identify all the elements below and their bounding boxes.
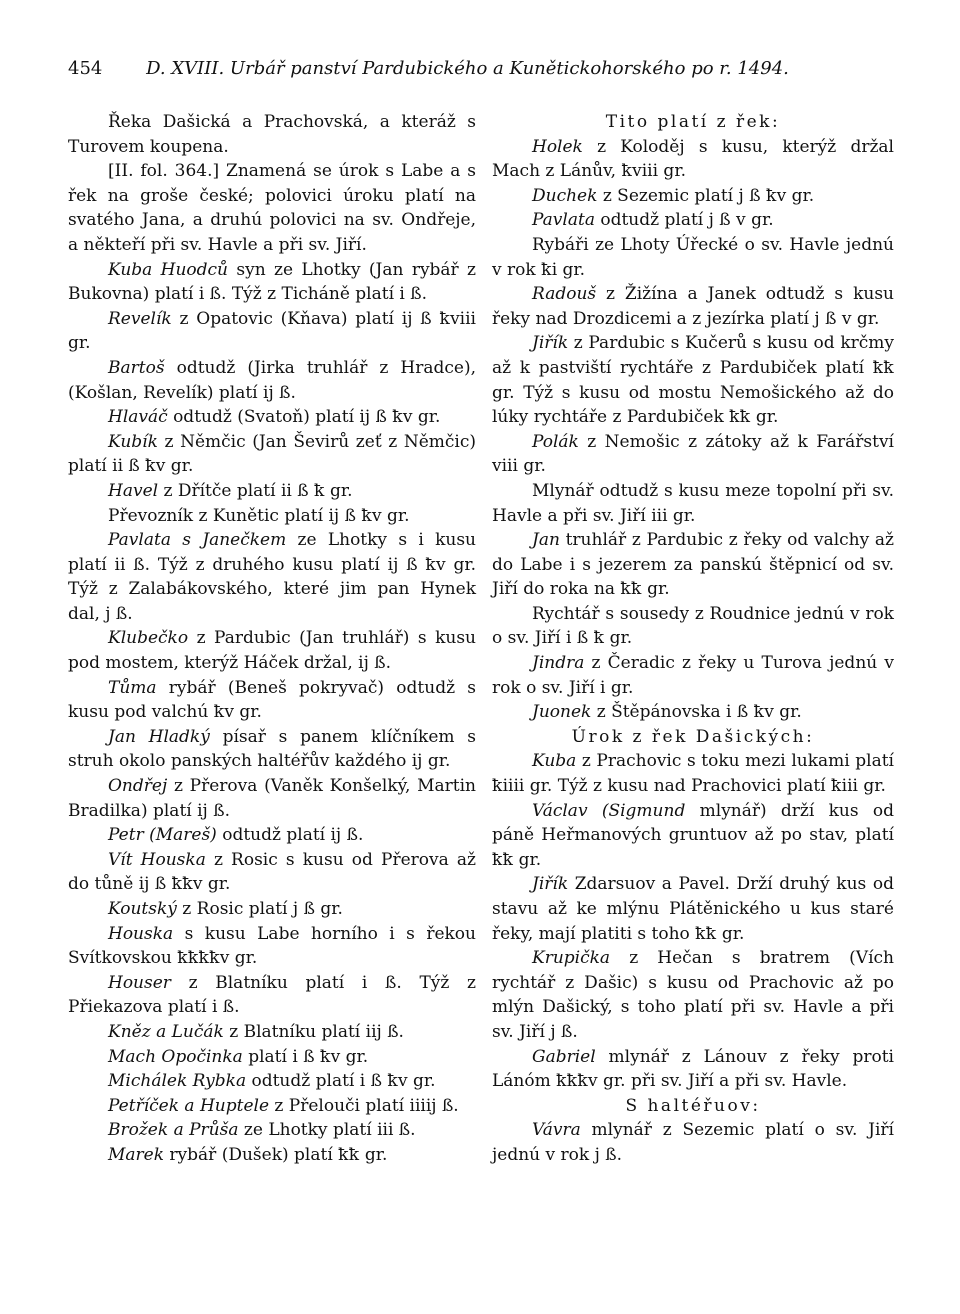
section-heading: Úrok z řek Dašických: (571, 726, 815, 747)
entry-paragraph (492, 749, 894, 798)
entry-name: Pavlata s Janečkem (108, 530, 287, 551)
entry-text: z Pardubic s Kučerů s kusu od krčmy až k pastviští rychtáře z Pardubiček platí ꝁꝁ gr. Týž s kusu od mostu Nemošického až do lúky rychtáře z Pardubiček ꝁꝁ gr. (492, 333, 894, 428)
entry-name: Krupička (532, 948, 611, 969)
entry-paragraph (68, 528, 476, 626)
entry-text: mlynář) drží kus od páně Heřmanových gruntuov až po stav, platí ꝁꝁ gr. (492, 800, 894, 870)
entry-text: odtudž (Svatoň) platí ij ß ꝁv gr. (167, 407, 441, 428)
entry-text: z Koloděj s kusu, kterýž držal Mach z Lánův, ꝁviii gr. (492, 136, 894, 182)
entry-text: z Opatovic (Kňava) platí ij ß ꝁviii gr. (68, 308, 476, 354)
entry-name: Radouš (532, 284, 597, 305)
entry-paragraph (492, 1045, 894, 1094)
entry-paragraph (68, 1118, 476, 1143)
entry-paragraph (68, 1045, 476, 1070)
entry-text: rybář (Beneš pokryvač) odtudž s kusu pod valchú ꝁv gr. (68, 677, 476, 723)
entry-text: z Rosic s kusu od Přerova až do tůně ij ß ꝁꝁv gr. (68, 849, 476, 895)
entry-name: Brožek a Průša (108, 1120, 239, 1141)
text-paragraph: Řeka Dašická a Prachovská, a kteráž s Turovem koupena. (68, 112, 476, 157)
entry-text: z Dřítče platí ii ß ꝁ gr. (158, 480, 353, 501)
section-heading: S haltéřuov: (625, 1095, 761, 1116)
entry-paragraph (68, 823, 476, 848)
entry-text: z Přelouči platí iiiij ß. (269, 1095, 459, 1116)
entry-paragraph (492, 430, 894, 479)
entry-text: z Čeradic z řeky u Turova jednú v rok o sv. Jiří i gr. (492, 653, 894, 698)
text-paragraph: Rychtář s sousedy z Roudnice jednú v rok o sv. Jiří i ß ꝁ gr. (492, 603, 894, 649)
entry-text: z Prachovic s toku mezi lukami platí ꝁiiii gr. Týž z kusu nad Prachovici platí ꝁiii gr. (492, 751, 894, 797)
entry-name: Bartoš (108, 357, 165, 378)
entry-name: Kněz a Lučák (108, 1021, 224, 1042)
entry-paragraph (68, 971, 476, 1020)
entry-paragraph (492, 799, 894, 873)
entry-paragraph (68, 774, 476, 823)
entry-paragraph (68, 922, 476, 971)
running-title: D. XVIII. Urbář panství Pardubického a Kunětickohorského po r. 1494. (146, 58, 789, 79)
text-paragraph: [II. fol. 364.] Znamená se úrok s Labe a s řek na groše české; polovici úroku platí na svatého Jana, a druhú polovici na sv. Ondřeje, a někteří při sv. Havle a při sv. Jiří. (68, 161, 476, 255)
entry-text: z Blatníku platí iij ß. (223, 1021, 404, 1042)
entry-name: Revelík (108, 308, 172, 329)
entry-name: Gabriel (532, 1046, 596, 1067)
entry-paragraph (68, 356, 476, 405)
entry-name: Holek (532, 136, 583, 157)
text-paragraph: Mlynář odtudž s kusu meze topolní při sv. Havle a při sv. Jiří iii gr. (492, 480, 894, 526)
entry-name: Jiřík (532, 874, 569, 895)
entry-name: Václav (Sigmund (532, 800, 686, 821)
entry-text: mlynář z Lánouv z řeky proti Lánóm ꝁꝁꝁv gr. při sv. Jiří a při sv. Havle. (492, 1046, 894, 1092)
entry-paragraph (68, 1094, 476, 1119)
entry-name: Houser (108, 972, 171, 993)
entry-paragraph (492, 700, 894, 725)
entry-paragraph (492, 135, 894, 184)
entry-name: Pavlata (532, 210, 595, 231)
entry-paragraph (492, 282, 894, 331)
entry-name: Petr (Mareš) (108, 825, 217, 846)
entry-text: ze Lhotky platí iii ß. (238, 1120, 416, 1141)
entry-paragraph (68, 479, 476, 504)
entry-text: odtudž platí ij ß. (216, 825, 364, 846)
entry-paragraph (68, 430, 476, 479)
entry-paragraph (68, 1020, 476, 1045)
entry-text: syn ze Lhotky (Jan rybář z Bukovna) platí i ß. Týž z Ticháně platí i ß. (68, 259, 476, 305)
entry-text: truhlář z Pardubic z řeky od valchy až do Labe i s jezerem za panskú štěpnicí od sv. Jiří do roka na ꝁꝁ gr. (492, 530, 894, 600)
entry-name: Hlaváč (108, 407, 168, 428)
page-number: 454 (68, 58, 103, 79)
entry-text: z Němčic (Jan Ševirů zeť z Němčic) platí ii ß ꝁv gr. (68, 431, 476, 477)
entry-paragraph (68, 307, 476, 356)
entry-text: odtudž platí j ß v gr. (594, 210, 774, 231)
entry-name: Ondřej (108, 776, 168, 797)
entry-text: písař s panem klíčníkem s struh okolo panských haltéřův každého ij gr. (68, 726, 476, 772)
entry-name: Vávra (532, 1120, 581, 1141)
entry-name: Kuba Huodců (108, 259, 229, 280)
text-paragraph: Rybáři ze Lhoty Úřecké o sv. Havle jednú v rok ꝁi gr. (492, 234, 894, 280)
text-paragraph: Převozník z Kunětic platí ij ß ꝁv gr. (108, 505, 410, 526)
entry-text: ze Lhotky s i kusu platí ii ß. Týž z druhého kusu platí ij ß ꝁv gr. Týž z Zalabákovského, které jim pan Hynek dal, j ß. (68, 530, 476, 624)
entry-name: Havel (108, 480, 159, 501)
entry-paragraph (492, 184, 894, 209)
entry-paragraph (492, 651, 894, 700)
entry-name: Mach Opočinka (108, 1046, 243, 1067)
running-head (68, 58, 898, 79)
entry-name: Koutský (108, 899, 177, 919)
left-column (68, 110, 476, 1168)
entry-paragraph (492, 331, 894, 429)
right-column (492, 110, 894, 1168)
entry-paragraph (68, 1069, 476, 1094)
entry-text: z Štěpánovska i ß ꝁv gr. (591, 702, 802, 723)
entry-name: Houska (108, 923, 174, 944)
entry-text: z Pardubic (Jan truhlář) s kusu pod mostem, kterýž Háček držal, ij ß. (68, 628, 476, 674)
entry-text: z Hečan s bratrem (Vích rychtář z Dašic) s kusu od Prachovic až po mlýn Dašický, s toho platí při sv. Havle a při sv. Jiří j ß. (492, 948, 894, 1042)
entry-name: Kubík (108, 431, 158, 452)
entry-name: Jan Hladký (108, 726, 210, 747)
entry-paragraph (492, 872, 894, 946)
entry-text: odtudž (Jirka truhlář z Hradce), (Košlan, Revelík) platí ij ß. (68, 357, 476, 403)
entry-paragraph (68, 676, 476, 725)
entry-name: Duchek (532, 185, 598, 206)
entry-text: z Blatníku platí i ß. Týž z Přiekazova platí i ß. (68, 972, 476, 1018)
entry-paragraph (492, 946, 894, 1044)
entry-name: Juonek (532, 702, 592, 723)
entry-paragraph (492, 208, 894, 233)
entry-paragraph (68, 626, 476, 675)
entry-name: Vít Houska (108, 849, 206, 870)
entry-text: odtudž platí i ß ꝁv gr. (246, 1071, 436, 1092)
entry-text: z Nemošic z zátoky až k Farářství viii gr. (492, 431, 894, 477)
section-heading: Tito platí z řek: (605, 112, 781, 132)
entry-text: z Přerova (Vaněk Konšelký, Martin Bradilka) platí ij ß. (68, 776, 476, 821)
entry-text: mlynář z Sezemic platí o sv. Jiří jednú v rok j ß. (492, 1120, 894, 1165)
entry-paragraph (492, 528, 894, 602)
entry-name: Jiřík (532, 333, 569, 354)
entry-paragraph (68, 1143, 476, 1168)
entry-name: Jindra (532, 653, 585, 674)
entry-name: Polák (532, 431, 579, 452)
entry-paragraph (68, 897, 476, 922)
entry-paragraph (68, 848, 476, 897)
entry-name: Marek (108, 1144, 165, 1165)
entry-text: Zdarsuov a Pavel. Drží druhý kus od stavu až ke mlýnu Plátěnického u kus staré řeky, mají platiti s toho ꝁꝁ gr. (492, 874, 894, 944)
entry-paragraph (68, 258, 476, 307)
entry-name: Kuba (532, 751, 577, 772)
entry-name: Michálek Rybka (108, 1071, 247, 1092)
entry-paragraph (68, 725, 476, 774)
entry-text: platí i ß ꝁv gr. (242, 1046, 369, 1067)
entry-paragraph (492, 1118, 894, 1167)
entry-text: z Sezemic platí j ß ꝁv gr. (597, 185, 815, 206)
entry-text: rybář (Dušek) platí ꝁꝁ gr. (164, 1144, 388, 1165)
entry-text: z Rosic platí j ß gr. (176, 899, 343, 919)
entry-name: Tůma (108, 677, 157, 698)
entry-name: Jan (532, 530, 560, 551)
entry-text: z Žižína a Janek odtudž s kusu řeky nad Drozdicemi a z jezírka platí j ß v gr. (492, 284, 894, 329)
entry-text: s kusu Labe horního i s řekou Svítkovskou ꝁꝁꝁꝁv gr. (68, 923, 476, 969)
entry-name: Petříček a Huptele (108, 1095, 270, 1116)
entry-paragraph (68, 405, 476, 430)
entry-name: Klubečko (108, 628, 189, 649)
